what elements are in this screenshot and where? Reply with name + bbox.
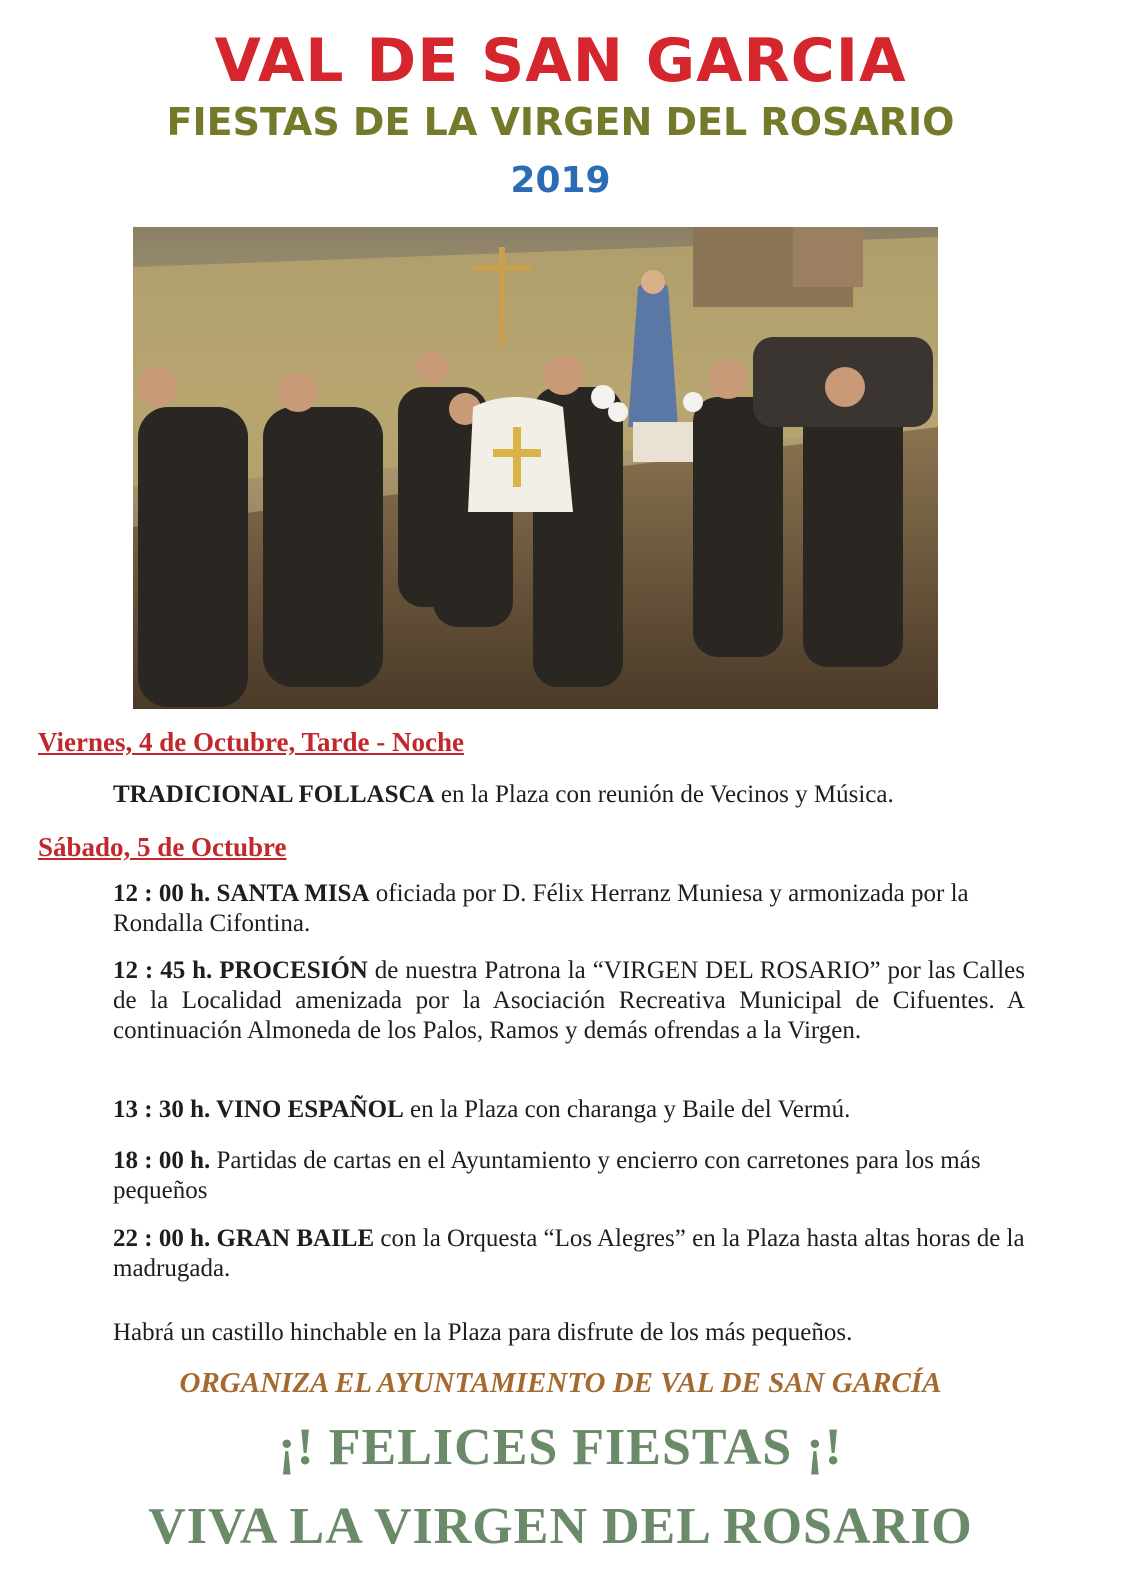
event-procesion — [113, 956, 1025, 1046]
viva-virgen: VIVA LA VIRGEN DEL ROSARIO — [148, 1498, 973, 1555]
event-vino — [113, 1095, 1025, 1125]
day-saturday-heading: Sábado, 5 de Octubre — [38, 832, 287, 862]
procession-photo — [133, 227, 938, 709]
page-title: VAL DE SAN GARCIA — [214, 26, 907, 96]
page-subtitle: FIESTAS DE LA VIRGEN DEL ROSARIO — [166, 100, 955, 144]
event-baile — [113, 1224, 1025, 1284]
felices-fiestas: ¡! FELICES FIESTAS ¡! — [278, 1419, 843, 1476]
event-lead: 22 : 00 h. GRAN BAILE — [113, 1225, 375, 1252]
event-text: Partidas de cartas en el Ayuntamiento y encierro con carretones para los más pequeños — [113, 1147, 981, 1204]
event-lead: 12 : 00 h. SANTA MISA — [113, 880, 370, 907]
note-castillo: Habrá un castillo hinchable en la Plaza para disfrute de los más pequeños. — [113, 1319, 853, 1346]
event-cartas — [113, 1146, 1025, 1206]
event-lead: 18 : 00 h. — [113, 1147, 211, 1174]
event-text: oficiada por D. Félix Herranz Muniesa y armonizada por la Rondalla Cifontina. — [113, 880, 969, 937]
event-text: de nuestra Patrona la “VIRGEN DEL ROSARIO” por las Calles de la Localidad amenizada por la Asociación Recreativa Municipal de Cifuentes. A continuación Almoneda de los Palos, Ramos y demás ofrendas a la Virgen. — [113, 957, 1025, 1044]
day-friday-heading: Viernes, 4 de Octubre, Tarde - Noche — [38, 727, 464, 757]
event-lead: 12 : 45 h. PROCESIÓN — [113, 957, 368, 984]
organizer-line: ORGANIZA EL AYUNTAMIENTO DE VAL DE SAN GARCÍA — [179, 1367, 942, 1399]
event-text: en la Plaza con charanga y Baile del Vermú. — [403, 1096, 851, 1123]
event-misa — [113, 879, 1025, 939]
event-lead: TRADICIONAL FOLLASCA — [113, 781, 435, 808]
event-follasca — [113, 780, 1025, 810]
event-text: en la Plaza con reunión de Vecinos y Música. — [434, 781, 894, 808]
event-text: con la Orquesta “Los Alegres” en la Plaza hasta altas horas de la madrugada. — [113, 1225, 1025, 1282]
year: 2019 — [510, 160, 611, 201]
event-lead: 13 : 30 h. VINO ESPAÑOL — [113, 1096, 404, 1123]
procession-photo-illustration — [133, 227, 938, 709]
